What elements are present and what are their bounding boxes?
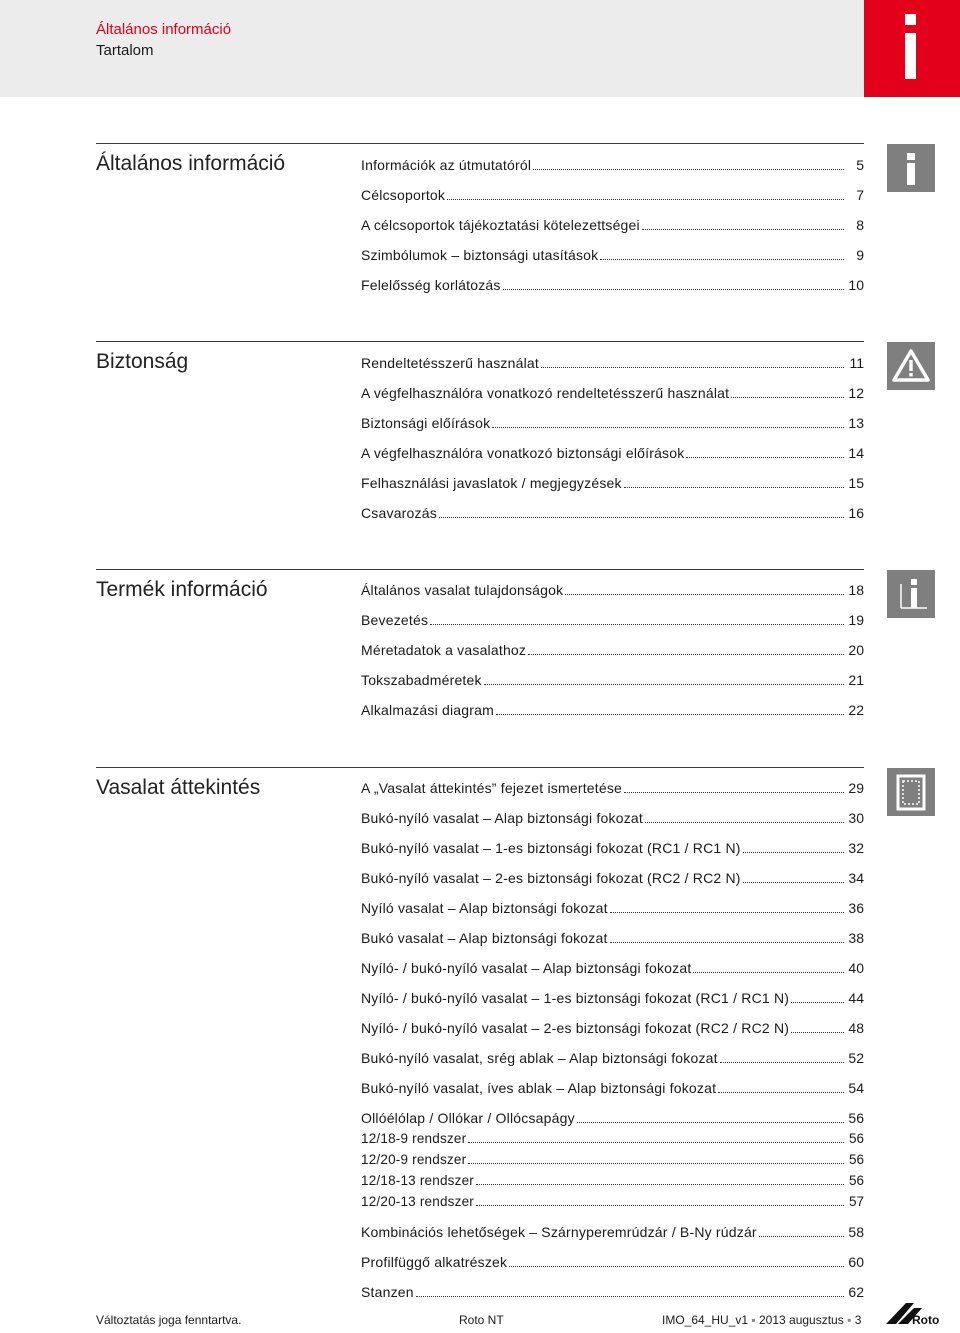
toc-entry-label: Célcsoportok: [361, 187, 446, 203]
toc-entry-label: Rendeltetésszerű használat: [361, 355, 539, 371]
toc-entry-page: 62: [848, 1284, 864, 1300]
toc-entry[interactable]: [361, 1194, 864, 1214]
toc-entry[interactable]: [361, 1284, 864, 1304]
toc-entry[interactable]: [361, 840, 864, 860]
dot-leader: [624, 487, 844, 488]
toc-entry-label: Bukó-nyíló vasalat – 2-es biztonsági fokozat (RC2 / RC2 N): [361, 870, 741, 886]
warning-triangle-icon: [887, 342, 935, 390]
toc-entry-page: 16: [848, 505, 864, 521]
footer-center: Roto NT: [459, 1313, 504, 1327]
section-title: Vasalat áttekintés: [96, 776, 261, 799]
toc-entry-page: 12: [848, 385, 864, 401]
toc-entry[interactable]: [361, 187, 864, 207]
toc-entry-page: 13: [848, 415, 864, 431]
dot-leader: [743, 882, 844, 883]
toc-entry-page: 19: [848, 612, 864, 628]
toc-entry-page: 7: [856, 187, 864, 203]
toc-entry[interactable]: [361, 445, 864, 465]
dot-leader: [439, 517, 844, 518]
dot-leader: [447, 199, 844, 200]
toc-entry-label: Nyíló- / bukó-nyíló vasalat – Alap biztonsági fokozat: [361, 960, 692, 976]
header-title: Általános információ: [96, 21, 232, 38]
svg-text:Roto: Roto: [912, 1313, 940, 1327]
toc-entry-page: 34: [848, 870, 864, 886]
toc-entry[interactable]: [361, 642, 864, 662]
footer-right: [662, 1313, 861, 1327]
separator-dot: ▪: [751, 1313, 756, 1327]
toc-entry-label: Alkalmazási diagram: [361, 702, 494, 718]
toc-entry[interactable]: [361, 157, 864, 177]
toc-entry[interactable]: [361, 277, 864, 297]
toc-entry-page: 10: [848, 277, 864, 293]
toc-entry-page: 9: [856, 247, 864, 263]
section-general-info: [96, 143, 864, 293]
toc-entry[interactable]: [361, 1020, 864, 1040]
toc-entry-label: 12/20-13 rendszer: [361, 1194, 474, 1209]
doc-code: IMO_64_HU_v1: [662, 1313, 749, 1327]
product-info-icon: [887, 570, 935, 618]
toc-entry-page: 60: [848, 1254, 864, 1270]
toc-entry-page: 54: [848, 1080, 864, 1096]
toc-entry[interactable]: [361, 1131, 864, 1151]
dot-leader: [610, 942, 844, 943]
toc-entry[interactable]: [361, 702, 864, 722]
toc-entry-page: 22: [848, 702, 864, 718]
toc-entry-page: 38: [848, 930, 864, 946]
dot-leader: [492, 427, 844, 428]
dot-leader: [743, 852, 844, 853]
toc-entry-page: 32: [848, 840, 864, 856]
dot-leader: [624, 792, 844, 793]
toc-entry-label: 12/18-9 rendszer: [361, 1131, 467, 1146]
toc-entry-label: 12/18-13 rendszer: [361, 1173, 474, 1188]
toc-entry-label: Bukó-nyíló vasalat – 1-es biztonsági fokozat (RC1 / RC1 N): [361, 840, 741, 856]
toc-entry-page: 58: [848, 1224, 864, 1240]
toc-entry[interactable]: [361, 475, 864, 495]
toc-entry-label: Stanzen: [361, 1284, 414, 1300]
toc-entry-label: Felhasználási javaslatok / megjegyzések: [361, 475, 622, 491]
info-badge: [864, 0, 960, 97]
dot-leader: [468, 1163, 844, 1164]
section-product-info: [96, 569, 864, 718]
toc-entry-label: A végfelhasználóra vonatkozó rendeltetésszerű használat: [361, 385, 730, 401]
dot-leader: [731, 397, 844, 398]
dot-leader: [791, 1002, 844, 1003]
dot-leader: [720, 1062, 844, 1063]
toc-entry-label: Nyíló- / bukó-nyíló vasalat – 2-es biztonsági fokozat (RC2 / RC2 N): [361, 1020, 790, 1036]
toc-entry[interactable]: [361, 247, 864, 267]
toc-entry[interactable]: [361, 810, 864, 830]
page-header: [0, 0, 960, 97]
toc-entry-page: 56: [848, 1152, 864, 1167]
toc-entry-label: Információk az útmutatóról: [361, 157, 532, 173]
toc-entry-label: A célcsoportok tájékoztatási kötelezettségei: [361, 217, 640, 233]
toc-entry[interactable]: [361, 217, 864, 237]
toc-entry-label: 12/20-9 rendszer: [361, 1152, 467, 1167]
toc-entry-page: 56: [848, 1173, 864, 1188]
toc-entry[interactable]: [361, 960, 864, 980]
section-hardware-overview: [96, 767, 864, 1300]
dot-leader: [416, 1296, 844, 1297]
dot-leader: [541, 367, 844, 368]
toc-entry[interactable]: [361, 900, 864, 920]
toc-entry-label: Csavarozás: [361, 505, 437, 521]
toc-entry-page: 44: [848, 990, 864, 1006]
toc-entry[interactable]: [361, 385, 864, 405]
toc-entry[interactable]: [361, 672, 864, 692]
toc-entry-label: Tokszabadméretek: [361, 672, 482, 688]
toc-entry[interactable]: [361, 1050, 864, 1070]
roto-logo: [884, 1300, 940, 1333]
toc-entry-label: Profilfüggő alkatrészek: [361, 1254, 508, 1270]
dot-leader: [693, 972, 844, 973]
section-title: Általános információ: [96, 152, 286, 175]
toc-entry-page: 14: [848, 445, 864, 461]
toc-entry-label: Bukó-nyíló vasalat, íves ablak – Alap biztonsági fokozat: [361, 1080, 717, 1096]
header-subtitle: Tartalom: [96, 42, 154, 59]
toc-entry[interactable]: [361, 612, 864, 632]
toc-entry[interactable]: [361, 1254, 864, 1274]
toc-entry-label: Bukó-nyíló vasalat – Alap biztonsági fokozat: [361, 810, 643, 826]
toc-entry-page: 15: [848, 475, 864, 491]
toc-entry-page: 56: [848, 1131, 864, 1146]
dot-leader: [528, 654, 844, 655]
toc-entry-page: 56: [848, 1110, 864, 1126]
dot-leader: [642, 229, 844, 230]
toc-entry[interactable]: [361, 990, 864, 1010]
toc-entry[interactable]: [361, 1152, 864, 1172]
toc-entry-label: Általános vasalat tulajdonságok: [361, 582, 564, 598]
dot-leader: [686, 457, 844, 458]
dot-leader: [791, 1032, 844, 1033]
toc-entry[interactable]: [361, 1173, 864, 1193]
info-i-icon: [864, 0, 960, 97]
toc-entry[interactable]: [361, 355, 864, 375]
toc-entry[interactable]: [361, 582, 864, 602]
toc-entry[interactable]: [361, 870, 864, 890]
dot-leader: [484, 684, 844, 685]
toc-entry-label: Szimbólumok – biztonsági utasítások: [361, 247, 599, 263]
section-safety: [96, 341, 864, 521]
toc-entry[interactable]: [361, 930, 864, 950]
footer-left: Változtatás joga fenntartva.: [96, 1313, 242, 1327]
toc-entry-label: Kombinációs lehetőségek – Szárnyperemrúdzár / B-Ny rúdzár: [361, 1224, 757, 1240]
toc-entry-label: Bukó-nyíló vasalat, srég ablak – Alap biztonsági fokozat: [361, 1050, 718, 1066]
dot-leader: [610, 912, 844, 913]
dot-leader: [503, 289, 844, 290]
toc-entry-page: 52: [848, 1050, 864, 1066]
info-icon: [887, 144, 935, 192]
toc-entry-label: Méretadatok a vasalathoz: [361, 642, 527, 658]
toc-entry-page: 20: [848, 642, 864, 658]
separator-dot: ▪: [847, 1313, 852, 1327]
toc-entry-page: 18: [848, 582, 864, 598]
toc-entry-page: 21: [848, 672, 864, 688]
toc-entry-label: Ollóélólap / Ollókar / Ollócsapágy: [361, 1110, 575, 1126]
dot-leader: [577, 1122, 844, 1123]
toc-entry[interactable]: [361, 1224, 864, 1244]
dot-leader: [468, 1142, 844, 1143]
toc-entry-label: A „Vasalat áttekintés” fejezet ismertetése: [361, 780, 623, 796]
dot-leader: [476, 1184, 844, 1185]
section-title: Termék információ: [96, 578, 268, 601]
dot-leader: [718, 1092, 844, 1093]
toc-entry[interactable]: [361, 415, 864, 435]
toc-entry-label: Felelősség korlátozás: [361, 277, 501, 293]
dot-leader: [476, 1205, 844, 1206]
page-number: 3: [854, 1313, 862, 1327]
toc-entry-page: 57: [848, 1194, 864, 1209]
dot-leader: [645, 822, 844, 823]
toc-entry-label: Nyíló- / bukó-nyíló vasalat – 1-es biztonsági fokozat (RC1 / RC1 N): [361, 990, 790, 1006]
toc-entry-label: A végfelhasználóra vonatkozó biztonsági előírások: [361, 445, 685, 461]
doc-date: 2013 augusztus: [759, 1313, 844, 1327]
toc-entry-page: 36: [848, 900, 864, 916]
toc-entry-label: Bevezetés: [361, 612, 429, 628]
toc-entry-page: 5: [856, 157, 864, 173]
dot-leader: [565, 594, 844, 595]
dot-leader: [600, 259, 844, 260]
dot-leader: [759, 1236, 844, 1237]
toc-entry[interactable]: [361, 1110, 864, 1130]
window-frame-icon: [887, 768, 935, 816]
section-title: Biztonság: [96, 350, 189, 373]
dot-leader: [533, 169, 844, 170]
toc-entry[interactable]: [361, 1080, 864, 1100]
dot-leader: [496, 714, 844, 715]
toc-entry-page: 48: [848, 1020, 864, 1036]
toc-entry-page: 11: [849, 355, 864, 371]
toc-entry-page: 29: [848, 780, 864, 796]
toc-entry-label: Bukó vasalat – Alap biztonsági fokozat: [361, 930, 608, 946]
toc-entry[interactable]: [361, 780, 864, 800]
dot-leader: [509, 1266, 844, 1267]
toc-entry-label: Nyíló vasalat – Alap biztonsági fokozat: [361, 900, 608, 916]
toc-entry-page: 8: [856, 217, 864, 233]
toc-entry-label: Biztonsági előírások: [361, 415, 491, 431]
toc-entry-page: 40: [848, 960, 864, 976]
dot-leader: [430, 624, 844, 625]
toc-entry[interactable]: [361, 505, 864, 525]
toc-entry-page: 30: [848, 810, 864, 826]
